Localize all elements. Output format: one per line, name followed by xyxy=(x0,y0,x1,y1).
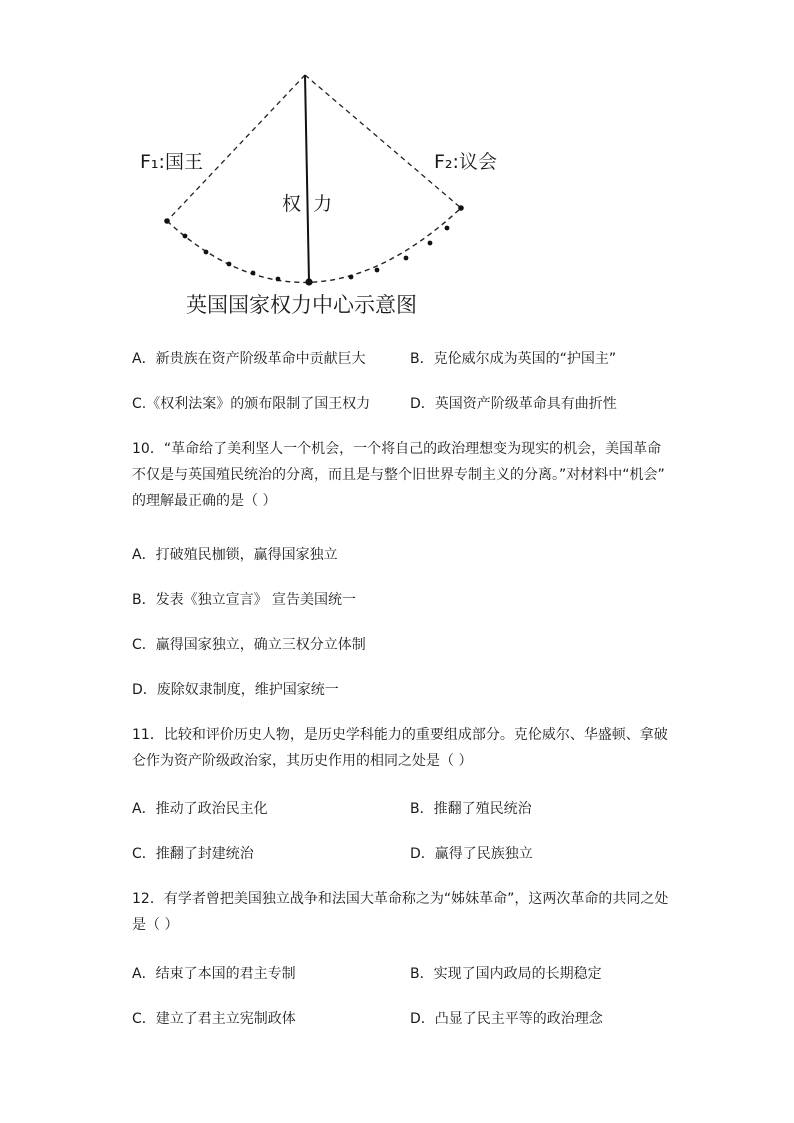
q12-stem-line: 12．有学者曾把美国独立战争和法国大革命称之为“姊妹革命”，这两次革命的共同之处 xyxy=(132,891,669,907)
q10-option-d[interactable]: D．废除奴隶制度，维护国家统一 xyxy=(132,682,339,698)
q11-stem-line: 11．比较和评价历史人物，是历史学科能力的重要组成部分。克伦威尔、华盛顿、拿破 xyxy=(132,727,668,743)
q10-option-c[interactable]: C．赢得国家独立，确立三权分立体制 xyxy=(132,637,366,653)
q11-option-b[interactable]: B．推翻了殖民统治 xyxy=(410,801,532,817)
q9-option-a[interactable]: A．新贵族在资产阶级革命中贡献巨大 xyxy=(132,351,366,367)
parliament-force-label: F₂:议会 xyxy=(434,151,497,173)
q11-option-a[interactable]: A．推动了政治民主化 xyxy=(132,801,268,817)
q11-stem xyxy=(132,722,672,774)
q12-stem-line: 是（ ） xyxy=(132,917,179,933)
q12-option-b[interactable]: B．实现了国内政局的长期稳定 xyxy=(410,966,602,982)
q9-option-c[interactable]: C.《权利法案》的颁布限制了国王权力 xyxy=(132,396,371,412)
q10-option-a[interactable]: A．打破殖民枷锁，赢得国家独立 xyxy=(132,547,338,563)
q12-option-a[interactable]: A．结束了本国的君主专制 xyxy=(132,966,296,982)
q10-stem-line: 不仅是与英国殖民统治的分离，而且是与整个旧世界专制主义的分离。”对材料中“机会” xyxy=(132,467,665,483)
q12-option-c[interactable]: C．建立了君主立宪制政体 xyxy=(132,1011,296,1027)
q10-stem-line: 10．“革命给了美利坚人一个机会，一个将自己的政治理想变为现实的机会，美国革命 xyxy=(132,441,662,457)
q10-stem xyxy=(132,436,672,514)
q11-stem-line: 仑作为资产阶级政治家，其历史作用的相同之处是（ ） xyxy=(132,753,473,769)
q11-option-c[interactable]: C．推翻了封建统治 xyxy=(132,846,254,862)
power-center-diagram xyxy=(0,0,794,330)
pendulum-frame xyxy=(167,75,461,282)
power-line xyxy=(305,75,309,282)
diagram-caption: 英国国家权力中心示意图 xyxy=(186,293,417,317)
q11-option-d[interactable]: D．赢得了民族独立 xyxy=(410,846,533,862)
q12-stem xyxy=(132,886,672,938)
king-force-label: F₁:国王 xyxy=(140,151,203,173)
q10-stem-line: 的理解最正确的是（ ） xyxy=(132,493,277,509)
arc-dots xyxy=(164,205,464,285)
q10-option-b[interactable]: B．发表《独立宣言》 宣告美国统一 xyxy=(132,592,357,608)
q12-option-d[interactable]: D．凸显了民主平等的政治理念 xyxy=(410,1011,603,1027)
power-label: 权 力 xyxy=(282,193,333,215)
q9-option-b[interactable]: B．克伦威尔成为英国的“护国主” xyxy=(410,351,617,367)
q9-option-d[interactable]: D．英国资产阶级革命具有曲折性 xyxy=(410,396,617,412)
